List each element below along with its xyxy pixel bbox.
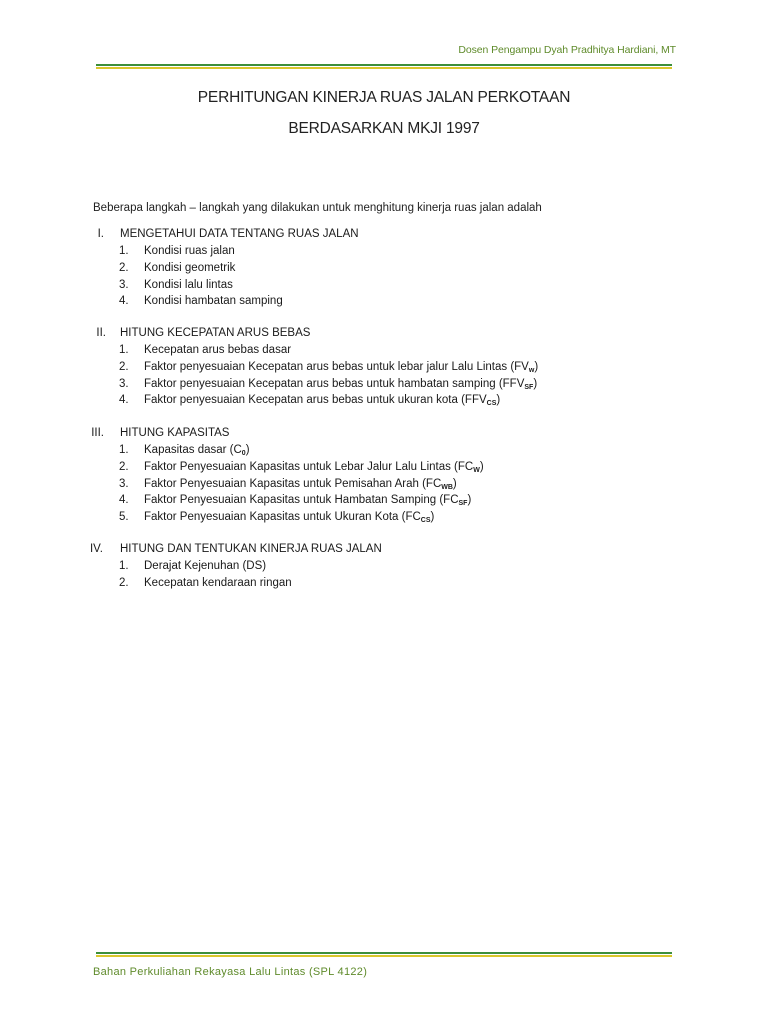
list-item bbox=[0, 511, 768, 528]
list-item bbox=[0, 295, 768, 312]
item-text: Kecepatan arus bebas dasar bbox=[144, 344, 292, 356]
page-footer: Bahan Perkuliahan Rekayasa Lalu Lintas (SPL 4122) bbox=[93, 966, 368, 978]
item-number: 5. bbox=[119, 511, 129, 524]
header-rule bbox=[96, 64, 672, 69]
list-item bbox=[0, 444, 768, 461]
item-text: Faktor penyesuaian Kecepatan arus bebas untuk lebar jalur Lalu Lintas $(FV_w)$ bbox=[144, 360, 539, 374]
item-number: 1. bbox=[119, 444, 129, 456]
item-text: Faktor Penyesuaian Kapasitas untuk Pemisahan Arah $(FC_{WB})$ bbox=[144, 477, 457, 491]
item-number: 2. bbox=[119, 576, 129, 589]
list-item bbox=[0, 378, 768, 395]
section-title: MENGETAHUI DATA TENTANG RUAS JALAN bbox=[120, 228, 359, 240]
item-number: 1. bbox=[119, 344, 129, 356]
list-item bbox=[0, 245, 768, 262]
section-numeral: II. bbox=[96, 327, 106, 339]
item-text: Derajat Kejenuhan (DS) bbox=[144, 560, 267, 572]
item-text: Faktor Penyesuaian Kapasitas untuk Ukuran Kota $(FC_{CS})$ bbox=[144, 511, 435, 525]
item-text: Kondisi geometrik bbox=[144, 261, 236, 274]
item-text: Kondisi hambatan samping bbox=[144, 295, 283, 308]
item-number: 3. bbox=[119, 278, 129, 291]
list-item bbox=[0, 262, 768, 279]
section-1 bbox=[0, 228, 768, 312]
item-text: Faktor penyesuaian Kecepatan arus bebas untuk ukuran kota $(FFV_{CS})$ bbox=[144, 394, 501, 408]
item-text: Faktor penyesuaian Kecepatan arus bebas untuk hambatan samping $(FFV_{SF})$ bbox=[144, 377, 538, 391]
item-number: 2. bbox=[119, 460, 129, 473]
section-title: HITUNG KECEPATAN ARUS BEBAS bbox=[120, 327, 311, 339]
item-text: Kondisi ruas jalan bbox=[144, 245, 235, 257]
list-item bbox=[0, 461, 768, 478]
section-2 bbox=[0, 327, 768, 411]
section-numeral: I. bbox=[97, 228, 104, 240]
item-text: Kecepatan kendaraan ringan bbox=[144, 576, 292, 589]
list-item bbox=[0, 361, 768, 378]
item-number: 3. bbox=[119, 477, 129, 490]
document-subtitle: BERDASARKAN MKJI 1997 bbox=[288, 120, 480, 137]
item-number: 1. bbox=[119, 245, 129, 257]
item-text: Faktor Penyesuaian Kapasitas untuk Hambatan Samping $(FC_{SF})$ bbox=[144, 494, 472, 508]
item-number: 4. bbox=[119, 394, 129, 407]
section-3 bbox=[0, 427, 768, 528]
section-4 bbox=[0, 543, 768, 594]
item-number: 2. bbox=[119, 360, 129, 373]
item-text: Faktor Penyesuaian Kapasitas untuk Lebar Jalur Lalu Lintas $(FC_W)$ bbox=[144, 460, 484, 474]
list-item bbox=[0, 478, 768, 495]
list-item bbox=[0, 394, 768, 411]
item-number: 4. bbox=[119, 295, 129, 308]
section-numeral: III. bbox=[91, 427, 104, 439]
section-title: HITUNG DAN TENTUKAN KINERJA RUAS JALAN bbox=[120, 543, 382, 555]
list-item bbox=[0, 494, 768, 511]
item-text: Kapasitas dasar $(C_0)$ bbox=[144, 444, 250, 457]
list-item bbox=[0, 279, 768, 296]
list-item bbox=[0, 560, 768, 577]
list-item bbox=[0, 577, 768, 594]
item-number: 2. bbox=[119, 261, 129, 274]
section-numeral: IV. bbox=[89, 543, 103, 555]
item-text: Kondisi lalu lintas bbox=[144, 278, 233, 291]
section-title: HITUNG KAPASITAS bbox=[120, 427, 230, 439]
list-item bbox=[0, 344, 768, 361]
page-header: Dosen Pengampu Dyah Pradhitya Hardiani, MT bbox=[458, 44, 676, 56]
item-number: 1. bbox=[119, 560, 129, 572]
intro-paragraph: Beberapa langkah – langkah yang dilakukan untuk menghitung kinerja ruas jalan adalah bbox=[93, 202, 542, 214]
item-number: 4. bbox=[119, 494, 129, 507]
document-title: PERHITUNGAN KINERJA RUAS JALAN PERKOTAAN bbox=[197, 89, 571, 106]
item-number: 3. bbox=[119, 377, 129, 390]
footer-rule bbox=[96, 952, 672, 957]
